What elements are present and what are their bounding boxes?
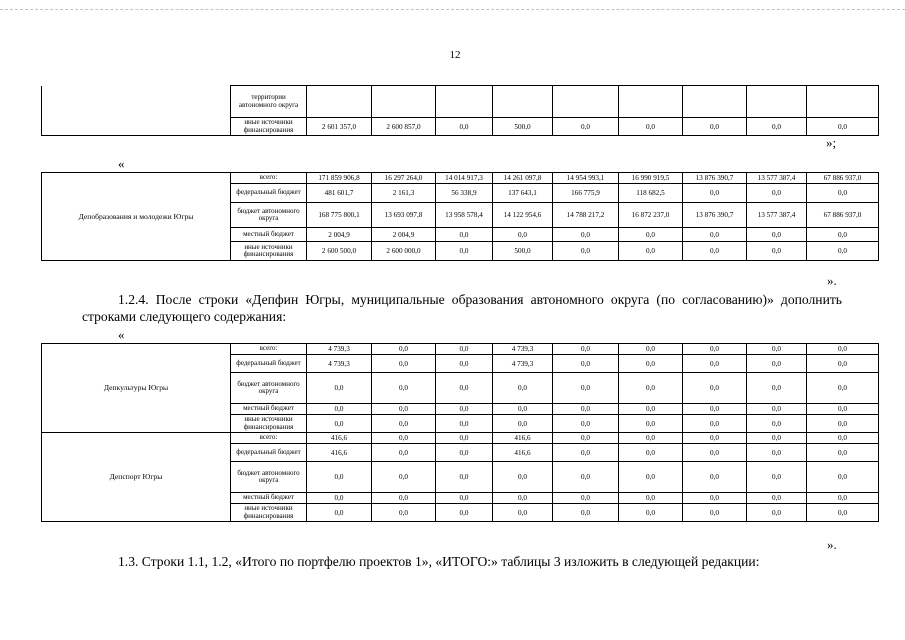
closing-quote-semicolon: »; xyxy=(826,135,837,150)
table-row xyxy=(42,173,879,184)
value-cell: 0,0 xyxy=(747,228,807,242)
value-cell: 0,0 xyxy=(747,373,807,404)
value-cell: 16 297 264,0 xyxy=(372,173,436,184)
value-cell: 416,6 xyxy=(493,433,553,444)
value-cell: 0,0 xyxy=(307,404,372,415)
value-cell: 13 577 387,4 xyxy=(747,173,807,184)
row-label-cell: бюджет автономного округа xyxy=(231,462,307,493)
row-label-cell: бюджет автономного округа xyxy=(231,373,307,404)
value-cell: 500,0 xyxy=(493,242,553,261)
value-cell: 0,0 xyxy=(747,118,807,136)
value-cell: 0,0 xyxy=(493,373,553,404)
value-cell: 0,0 xyxy=(747,493,807,504)
value-cell: 0,0 xyxy=(553,228,619,242)
value-cell: 168 775 800,1 xyxy=(307,203,372,228)
table-row xyxy=(42,344,879,355)
value-cell: 0,0 xyxy=(807,344,879,355)
value-cell: 0,0 xyxy=(493,462,553,493)
row-label-cell: федеральный бюджет xyxy=(231,444,307,462)
value-cell: 2 600 500,0 xyxy=(307,242,372,261)
value-cell: 416,6 xyxy=(493,444,553,462)
value-cell: 0,0 xyxy=(436,118,493,136)
value-cell: 118 682,5 xyxy=(619,184,683,203)
value-cell: 56 338,9 xyxy=(436,184,493,203)
value-cell: 0,0 xyxy=(372,404,436,415)
value-cell: 0,0 xyxy=(372,462,436,493)
row-label-cell: местный бюджет xyxy=(231,228,307,242)
value-cell: 0,0 xyxy=(372,504,436,522)
value-cell: 0,0 xyxy=(619,462,683,493)
value-cell: 0,0 xyxy=(683,242,747,261)
row-label-cell: всего: xyxy=(231,433,307,444)
value-cell: 0,0 xyxy=(807,462,879,493)
value-cell xyxy=(683,86,747,118)
value-cell: 0,0 xyxy=(372,415,436,433)
value-cell: 0,0 xyxy=(553,373,619,404)
value-cell: 4 739,3 xyxy=(307,344,372,355)
value-cell: 0,0 xyxy=(683,404,747,415)
value-cell: 0,0 xyxy=(372,355,436,373)
value-cell: 0,0 xyxy=(372,373,436,404)
value-cell: 166 775,9 xyxy=(553,184,619,203)
value-cell xyxy=(372,86,436,118)
value-cell: 0,0 xyxy=(683,504,747,522)
value-cell: 0,0 xyxy=(307,504,372,522)
value-cell: 0,0 xyxy=(683,433,747,444)
organization-cell: Депобразования и молодежи Югры xyxy=(42,173,231,261)
value-cell: 14 788 217,2 xyxy=(553,203,619,228)
value-cell: 0,0 xyxy=(807,228,879,242)
value-cell: 0,0 xyxy=(683,462,747,493)
value-cell: 0,0 xyxy=(747,344,807,355)
value-cell: 0,0 xyxy=(619,433,683,444)
value-cell: 2 600 000,0 xyxy=(372,242,436,261)
table-row xyxy=(42,86,879,118)
value-cell: 0,0 xyxy=(436,355,493,373)
value-cell: 0,0 xyxy=(683,228,747,242)
organization-cell xyxy=(42,86,231,136)
value-cell: 0,0 xyxy=(436,462,493,493)
value-cell: 0,0 xyxy=(747,184,807,203)
paragraph-1-3: 1.3. Строки 1.1, 1.2, «Итого по портфелю проектов 1», «ИТОГО:» таблицы 3 изложить в следующей редакции: xyxy=(118,554,760,569)
row-label-cell: всего: xyxy=(231,173,307,184)
value-cell: 0,0 xyxy=(807,118,879,136)
value-cell: 4 739,3 xyxy=(493,355,553,373)
value-cell xyxy=(436,86,493,118)
value-cell: 0,0 xyxy=(683,355,747,373)
value-cell: 0,0 xyxy=(553,242,619,261)
value-cell xyxy=(747,86,807,118)
row-label-cell: иные источники финансирования xyxy=(231,504,307,522)
value-cell: 13 693 097,8 xyxy=(372,203,436,228)
row-label-cell: территории автономного округа xyxy=(231,86,307,118)
value-cell: 0,0 xyxy=(747,404,807,415)
value-cell: 0,0 xyxy=(807,184,879,203)
value-cell: 0,0 xyxy=(619,404,683,415)
row-label-cell: иные источники финансирования xyxy=(231,118,307,136)
value-cell: 0,0 xyxy=(747,415,807,433)
value-cell: 0,0 xyxy=(493,493,553,504)
value-cell: 500,0 xyxy=(493,118,553,136)
value-cell: 0,0 xyxy=(372,444,436,462)
value-cell: 0,0 xyxy=(553,493,619,504)
value-cell: 16 872 237,0 xyxy=(619,203,683,228)
value-cell: 4 739,3 xyxy=(307,355,372,373)
value-cell: 16 990 919,5 xyxy=(619,173,683,184)
value-cell: 0,0 xyxy=(372,433,436,444)
value-cell: 0,0 xyxy=(619,118,683,136)
value-cell: 0,0 xyxy=(553,504,619,522)
value-cell: 67 886 937,0 xyxy=(807,203,879,228)
value-cell: 0,0 xyxy=(436,433,493,444)
opening-quote-2: « xyxy=(118,327,125,342)
value-cell xyxy=(553,86,619,118)
value-cell: 0,0 xyxy=(619,504,683,522)
table-depobrazovaniya xyxy=(41,172,879,261)
value-cell: 0,0 xyxy=(372,493,436,504)
value-cell: 0,0 xyxy=(493,415,553,433)
value-cell: 0,0 xyxy=(683,344,747,355)
value-cell: 0,0 xyxy=(807,415,879,433)
value-cell: 0,0 xyxy=(436,404,493,415)
value-cell: 137 643,1 xyxy=(493,184,553,203)
value-cell: 0,0 xyxy=(493,504,553,522)
row-label-cell: местный бюджет xyxy=(231,493,307,504)
value-cell: 0,0 xyxy=(619,344,683,355)
value-cell: 171 859 906,8 xyxy=(307,173,372,184)
value-cell: 13 876 390,7 xyxy=(683,173,747,184)
value-cell xyxy=(807,86,879,118)
value-cell: 2 600 857,0 xyxy=(372,118,436,136)
value-cell: 14 014 917,3 xyxy=(436,173,493,184)
value-cell: 4 739,3 xyxy=(493,344,553,355)
value-cell: 0,0 xyxy=(436,504,493,522)
value-cell: 481 601,7 xyxy=(307,184,372,203)
organization-cell: Депкультуры Югры xyxy=(42,344,231,433)
value-cell: 0,0 xyxy=(436,444,493,462)
value-cell: 0,0 xyxy=(307,462,372,493)
value-cell: 14 261 097,8 xyxy=(493,173,553,184)
value-cell: 0,0 xyxy=(307,373,372,404)
value-cell: 0,0 xyxy=(807,242,879,261)
value-cell: 2 601 357,0 xyxy=(307,118,372,136)
value-cell: 0,0 xyxy=(747,433,807,444)
value-cell: 0,0 xyxy=(436,373,493,404)
value-cell: 0,0 xyxy=(553,415,619,433)
closing-quote-period-2: ». xyxy=(827,537,837,552)
value-cell: 0,0 xyxy=(683,118,747,136)
value-cell: 14 122 954,6 xyxy=(493,203,553,228)
organization-cell: Депспорт Югры xyxy=(42,433,231,522)
value-cell: 0,0 xyxy=(683,184,747,203)
value-cell: 0,0 xyxy=(493,228,553,242)
value-cell: 416,6 xyxy=(307,433,372,444)
row-label-cell: местный бюджет xyxy=(231,404,307,415)
value-cell: 0,0 xyxy=(619,228,683,242)
table-new-rows xyxy=(41,343,879,522)
value-cell: 0,0 xyxy=(619,355,683,373)
value-cell: 0,0 xyxy=(683,415,747,433)
value-cell: 0,0 xyxy=(619,493,683,504)
value-cell: 13 958 578,4 xyxy=(436,203,493,228)
row-label-cell: федеральный бюджет xyxy=(231,355,307,373)
value-cell: 0,0 xyxy=(553,462,619,493)
value-cell: 0,0 xyxy=(553,444,619,462)
value-cell: 67 886 937,0 xyxy=(807,173,879,184)
value-cell: 0,0 xyxy=(807,404,879,415)
value-cell: 0,0 xyxy=(436,344,493,355)
value-cell: 0,0 xyxy=(747,242,807,261)
value-cell: 0,0 xyxy=(619,415,683,433)
paragraph-1-2-4: 1.2.4. После строки «Депфин Югры, муниципальные образования автономного округа (по согласованию)» дополнить строками следующего содержания: xyxy=(82,292,842,324)
value-cell: 0,0 xyxy=(307,415,372,433)
row-label-cell: всего: xyxy=(231,344,307,355)
scan-edge-line xyxy=(0,9,905,10)
table-top-fragment xyxy=(41,85,879,136)
value-cell: 0,0 xyxy=(747,462,807,493)
value-cell: 0,0 xyxy=(807,444,879,462)
value-cell: 0,0 xyxy=(436,242,493,261)
value-cell: 0,0 xyxy=(436,493,493,504)
value-cell: 0,0 xyxy=(683,493,747,504)
value-cell: 13 577 387,4 xyxy=(747,203,807,228)
value-cell: 0,0 xyxy=(807,433,879,444)
value-cell: 0,0 xyxy=(553,118,619,136)
value-cell: 0,0 xyxy=(747,355,807,373)
value-cell: 2 161,3 xyxy=(372,184,436,203)
value-cell: 0,0 xyxy=(807,504,879,522)
value-cell: 416,6 xyxy=(307,444,372,462)
value-cell: 0,0 xyxy=(619,242,683,261)
value-cell: 0,0 xyxy=(807,355,879,373)
row-label-cell: бюджет автономного округа xyxy=(231,203,307,228)
table-row xyxy=(42,433,879,444)
value-cell: 0,0 xyxy=(436,228,493,242)
closing-quote-period: ». xyxy=(827,273,837,288)
value-cell: 0,0 xyxy=(807,373,879,404)
value-cell: 0,0 xyxy=(747,504,807,522)
value-cell: 0,0 xyxy=(683,444,747,462)
row-label-cell: иные источники финансирования xyxy=(231,242,307,261)
value-cell: 0,0 xyxy=(553,433,619,444)
value-cell: 0,0 xyxy=(619,444,683,462)
value-cell: 0,0 xyxy=(493,404,553,415)
page-number: 12 xyxy=(449,49,461,61)
value-cell xyxy=(307,86,372,118)
value-cell: 0,0 xyxy=(553,344,619,355)
value-cell: 0,0 xyxy=(372,344,436,355)
value-cell: 0,0 xyxy=(553,355,619,373)
value-cell: 13 876 390,7 xyxy=(683,203,747,228)
value-cell: 0,0 xyxy=(807,493,879,504)
value-cell: 0,0 xyxy=(683,373,747,404)
value-cell: 14 954 993,1 xyxy=(553,173,619,184)
value-cell: 2 004,9 xyxy=(372,228,436,242)
value-cell: 0,0 xyxy=(307,493,372,504)
value-cell: 0,0 xyxy=(553,404,619,415)
value-cell: 2 004,9 xyxy=(307,228,372,242)
row-label-cell: федеральный бюджет xyxy=(231,184,307,203)
value-cell xyxy=(493,86,553,118)
row-label-cell: иные источники финансирования xyxy=(231,415,307,433)
opening-quote: « xyxy=(118,156,125,171)
value-cell: 0,0 xyxy=(436,415,493,433)
value-cell xyxy=(619,86,683,118)
value-cell: 0,0 xyxy=(619,373,683,404)
value-cell: 0,0 xyxy=(747,444,807,462)
